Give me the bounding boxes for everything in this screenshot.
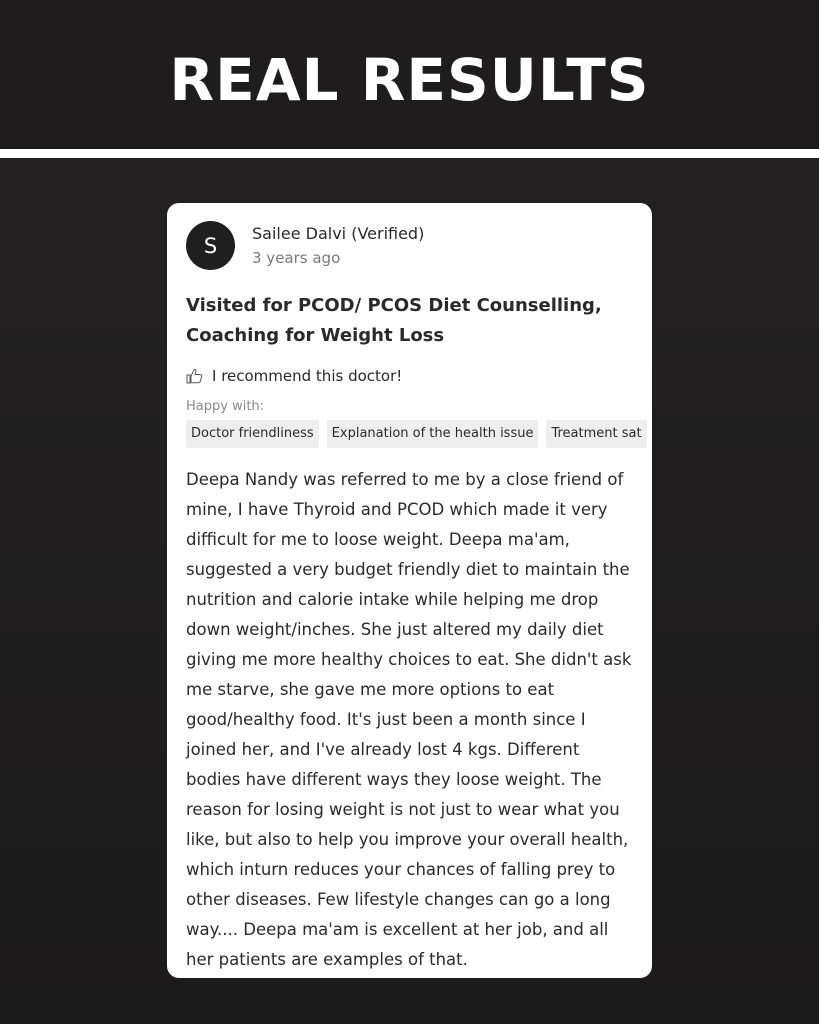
- tag-chip: Treatment sat: [546, 420, 646, 448]
- reviewer-name: Sailee Dalvi (Verified): [252, 224, 425, 243]
- happy-with-tags: [186, 420, 652, 448]
- avatar: S: [186, 221, 235, 270]
- review-body: Deepa Nandy was referred to me by a close friend of mine, I have Thyroid and PCOD which made it very difficult for me to loose weight. Deepa ma'am, suggested a very budget friendly diet to maintain the nutrition and calorie intake while helping me drop down weight/inches. She just altered my daily diet giving me more healthy choices to eat. She didn't ask me starve, she gave me more options to eat good/healthy food. It's just been a month since I joined her, and I've already lost 4 kgs. Different bodies have different ways they loose weight. The reason for losing weight is not just to wear what you like, but also to help you improve your overall health, which inturn reduces your chances of falling prey to other diseases. Few lifestyle changes can go a long way.... Deepa ma'am is excellent at her job, and all her patients are examples of that.: [186, 470, 632, 969]
- review-card: [167, 203, 652, 978]
- tag-chip: Doctor friendliness: [186, 420, 319, 448]
- header-banner: [0, 0, 819, 148]
- page-title: REAL RESULTS: [169, 46, 650, 114]
- visit-title: Visited for PCOD/ PCOS Diet Counselling, Coaching for Weight Loss: [186, 295, 602, 346]
- tag-chip: Explanation of the health issue: [327, 420, 539, 448]
- happy-with-label: Happy with:: [186, 399, 265, 414]
- recommend-text: I recommend this doctor!: [212, 367, 403, 385]
- recommendation: [186, 367, 402, 385]
- thumbs-up-icon: [186, 368, 206, 384]
- review-timestamp: 3 years ago: [252, 249, 341, 267]
- header-divider: [0, 149, 819, 158]
